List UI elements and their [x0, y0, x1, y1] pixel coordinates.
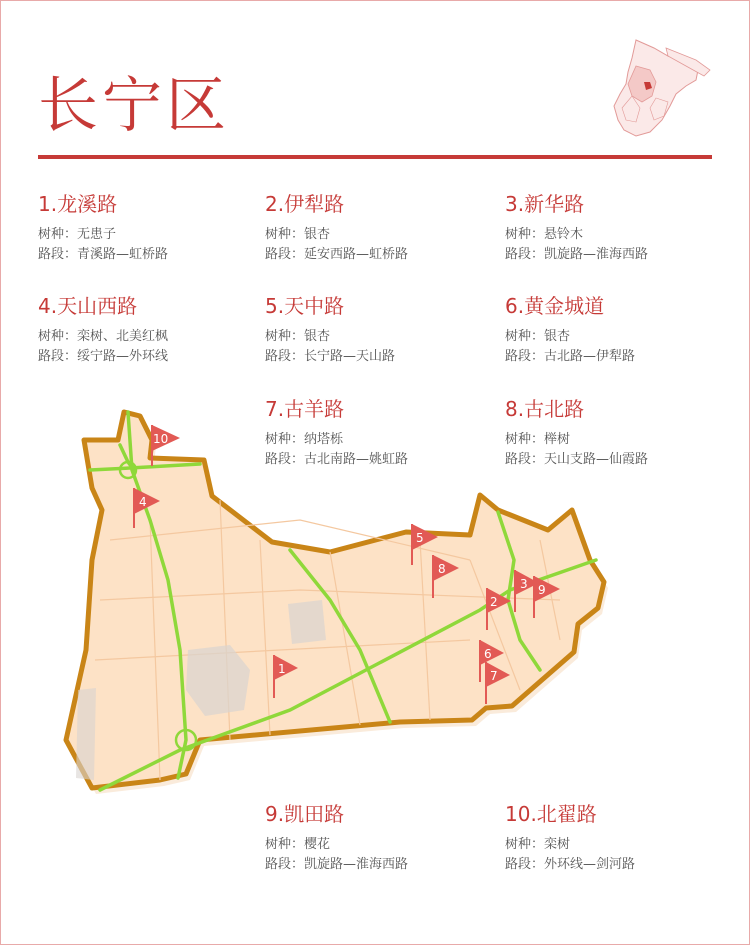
tree-label: 树种： — [38, 227, 78, 242]
flag-label: 1 — [278, 662, 286, 676]
road-item-1 — [38, 188, 258, 265]
road-item-9 — [265, 798, 485, 875]
section-value: 天山支路—仙霞路 — [544, 452, 649, 467]
tree-value: 无患子 — [77, 227, 117, 242]
district-map — [50, 400, 610, 800]
road-name: 3.新华路 — [505, 192, 585, 216]
shanghai-locator-map — [606, 36, 718, 148]
road-name: 9.凯田路 — [265, 802, 345, 826]
tree-label: 树种： — [265, 329, 305, 344]
section-value: 延安西路—虹桥路 — [304, 247, 409, 262]
title-underline — [38, 155, 712, 159]
section-value: 青溪路—虹桥路 — [77, 247, 169, 262]
section-label: 路段： — [505, 247, 545, 262]
section-value: 古北路—伊犁路 — [544, 349, 636, 364]
tree-label: 树种： — [505, 432, 545, 447]
tree-value: 栾树 — [544, 837, 571, 852]
road-item-3 — [505, 188, 725, 265]
tree-value: 榉树 — [544, 432, 571, 447]
section-label: 路段： — [265, 247, 305, 262]
road-name: 7.古羊路 — [265, 397, 345, 421]
section-value: 凯旋路—淮海西路 — [544, 247, 649, 262]
tree-value: 悬铃木 — [544, 227, 584, 242]
section-label: 路段： — [265, 349, 305, 364]
tree-value: 樱花 — [304, 837, 331, 852]
tree-value: 银杏 — [304, 329, 331, 344]
tree-value: 银杏 — [304, 227, 331, 242]
section-value: 绥宁路—外环线 — [77, 349, 169, 364]
flag-label: 8 — [438, 562, 446, 576]
tree-label: 树种： — [265, 837, 305, 852]
road-item-4 — [38, 290, 258, 367]
section-label: 路段： — [38, 349, 78, 364]
section-label: 路段： — [505, 857, 545, 872]
road-name: 2.伊犁路 — [265, 192, 345, 216]
road-name: 6.黄金城道 — [505, 294, 605, 318]
park-area — [288, 600, 326, 644]
section-label: 路段： — [505, 452, 545, 467]
page-title: 长宁区 — [38, 71, 230, 141]
flag-label: 2 — [490, 595, 498, 609]
flag-label: 7 — [490, 669, 498, 683]
flag-label: 9 — [538, 583, 546, 597]
tree-value: 栾树、北美红枫 — [77, 329, 169, 344]
road-name: 4.天山西路 — [38, 294, 138, 318]
flag-label: 10 — [153, 432, 169, 446]
tree-label: 树种： — [265, 227, 305, 242]
section-value: 外环线—剑河路 — [544, 857, 636, 872]
section-label: 路段： — [265, 857, 305, 872]
flag-label: 3 — [520, 577, 528, 591]
tree-value: 纳塔栎 — [304, 432, 344, 447]
tree-value: 银杏 — [544, 329, 571, 344]
tree-label: 树种： — [505, 227, 545, 242]
flag-label: 6 — [484, 647, 492, 661]
flag-label: 5 — [416, 531, 424, 545]
tree-label: 树种： — [38, 329, 78, 344]
tree-label: 树种： — [505, 329, 545, 344]
tree-label: 树种： — [265, 432, 305, 447]
section-label: 路段： — [505, 349, 545, 364]
section-label: 路段： — [38, 247, 78, 262]
section-value: 凯旋路—淮海西路 — [304, 857, 409, 872]
road-name: 10.北翟路 — [505, 802, 597, 826]
road-item-10 — [505, 798, 725, 875]
section-label: 路段： — [265, 452, 305, 467]
tree-label: 树种： — [505, 837, 545, 852]
section-value: 古北南路—姚虹路 — [304, 452, 409, 467]
section-value: 长宁路—天山路 — [304, 349, 396, 364]
road-item-6 — [505, 290, 725, 367]
road-name: 1.龙溪路 — [38, 192, 118, 216]
road-name: 5.天中路 — [265, 294, 345, 318]
flag-label: 4 — [139, 495, 147, 509]
rail-area — [76, 688, 96, 780]
road-name: 8.古北路 — [505, 397, 585, 421]
road-item-2 — [265, 188, 485, 265]
road-item-5 — [265, 290, 485, 367]
